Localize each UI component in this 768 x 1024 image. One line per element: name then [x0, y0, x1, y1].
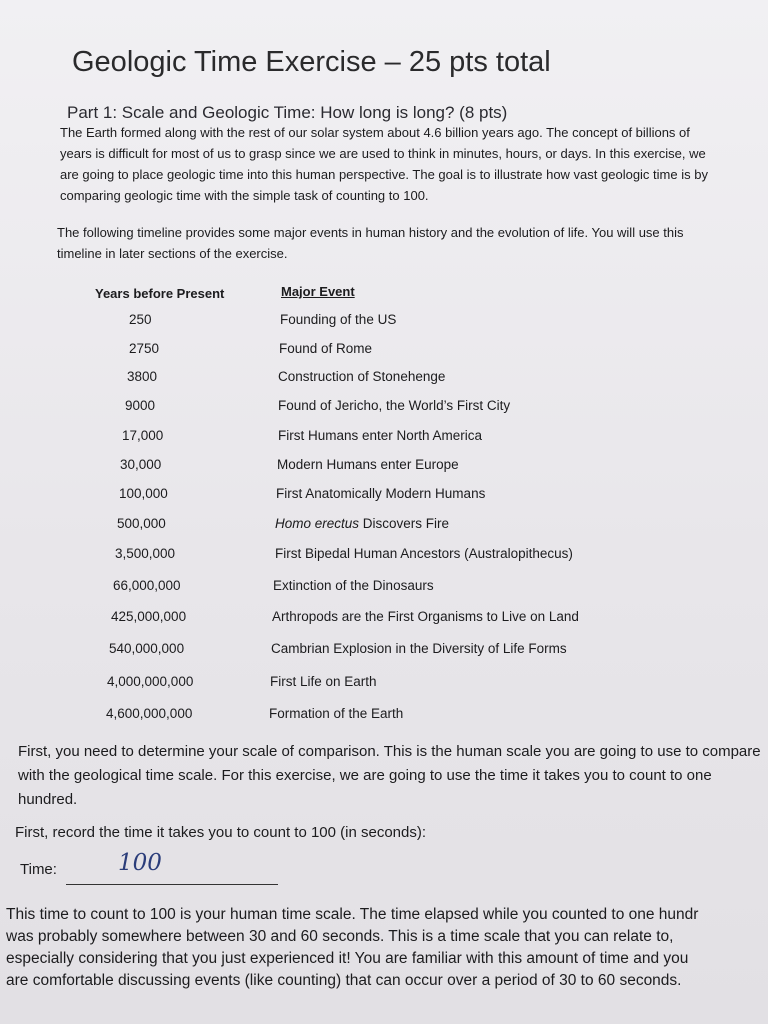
- timeline-years: 3,500,000: [115, 546, 176, 561]
- timeline-row: [0, 341, 768, 363]
- timeline-event: [276, 486, 485, 501]
- timeline-event-text: Found of Jericho, the World’s First City: [278, 398, 511, 413]
- timeline-row: [0, 674, 768, 696]
- timeline-years: 4,600,000,000: [106, 706, 193, 721]
- timeline-years: 30,000: [120, 457, 162, 472]
- timeline-event-text: First Life on Earth: [270, 674, 377, 689]
- timeline-years: 250: [129, 312, 152, 327]
- timeline-years: 425,000,000: [111, 609, 187, 624]
- timeline-row: [0, 609, 768, 631]
- timeline-event-text: Arthropods are the First Organisms to Live on Land: [272, 609, 579, 624]
- scale-paragraph: First, you need to determine your scale of comparison. This is the human scale you are going to use to compare with the geological time scale. For this exercise, we are going to use the time it takes you to count to one hundred.: [18, 743, 761, 808]
- timeline-row: [0, 457, 768, 479]
- timeline-event: [278, 369, 445, 384]
- timeline-event-text: First Bipedal Human Ancestors (Australopithecus): [275, 546, 573, 561]
- timeline-years: 3800: [127, 369, 158, 384]
- timeline-row: [0, 312, 768, 334]
- time-answer-handwritten: 100: [118, 850, 162, 876]
- timeline-event-text: Discovers Fire: [359, 516, 450, 531]
- timeline-event: [273, 578, 434, 593]
- timeline-years: 100,000: [119, 486, 168, 501]
- human-scale-line: was probably somewhere between 30 and 60 seconds. This is a time scale that you can relate to,: [6, 928, 674, 945]
- timeline-row: [0, 578, 768, 600]
- human-scale-line: are comfortable discussing events (like counting) that can occur over a period of 30 to 60 seconds.: [6, 972, 682, 989]
- intro-paragraph: The Earth formed along with the rest of our solar system about 4.6 billion years ago. The concept of billions of years is difficult for most of us to grasp since we are used to think in minutes, hours, or days. In this exercise, we are going to place geologic time into this human perspective. The goal is to illustrate how vast geologic time is by comparing geologic time with the simple task of counting to 100.: [60, 125, 708, 203]
- timeline-event: [278, 398, 510, 413]
- timeline-event-text: Construction of Stonehenge: [278, 369, 446, 384]
- timeline-row: [0, 428, 768, 450]
- timeline-event: [275, 546, 573, 561]
- timeline-event: [275, 516, 449, 531]
- timeline-row: [0, 486, 768, 508]
- timeline-event: [277, 457, 459, 472]
- page-title: Geologic Time Exercise – 25 pts total: [72, 46, 551, 78]
- time-answer-line[interactable]: [66, 884, 278, 885]
- timeline-event-text: Formation of the Earth: [269, 706, 404, 721]
- timeline-event: [271, 641, 567, 656]
- timeline-row: [0, 516, 768, 538]
- timeline-years: 17,000: [122, 428, 164, 443]
- timeline-event-text: Cambrian Explosion in the Diversity of Life Forms: [271, 641, 567, 656]
- timeline-intro: The following timeline provides some major events in human history and the evolution of life. You will use this timeline in later sections of the exercise.: [57, 225, 684, 261]
- timeline-row: [0, 369, 768, 391]
- timeline-event: [280, 312, 396, 327]
- part1-heading: Part 1: Scale and Geologic Time: How long is long? (8 pts): [67, 103, 508, 122]
- human-scale-line: This time to count to 100 is your human time scale. The time elapsed while you counted to one hundr: [6, 906, 699, 923]
- human-scale-line: especially considering that you just experienced it! You are familiar with this amount of time and you: [6, 950, 689, 967]
- time-label: Time:: [20, 861, 57, 878]
- timeline-event-text: First Anatomically Modern Humans: [276, 486, 486, 501]
- timeline-event: [278, 428, 482, 443]
- timeline-event-text: Extinction of the Dinosaurs: [273, 578, 434, 593]
- timeline-event-text: Found of Rome: [279, 341, 373, 356]
- record-prompt: First, record the time it takes you to count to 100 (in seconds):: [15, 824, 427, 841]
- timeline-event: [279, 341, 372, 356]
- timeline-years: 9000: [125, 398, 156, 413]
- timeline-years: 4,000,000,000: [107, 674, 194, 689]
- timeline-event: [270, 674, 377, 689]
- timeline-event-text: First Humans enter North America: [278, 428, 483, 443]
- timeline-event: [269, 706, 403, 721]
- timeline-years: 66,000,000: [113, 578, 181, 593]
- timeline-event-text: Modern Humans enter Europe: [277, 457, 459, 472]
- human-scale-paragraph: [6, 904, 768, 992]
- timeline-years: 2750: [129, 341, 160, 356]
- timeline-row: [0, 641, 768, 663]
- timeline-header-event: Major Event: [281, 284, 355, 299]
- timeline-row: [0, 546, 768, 568]
- timeline-event-text: Founding of the US: [280, 312, 397, 327]
- timeline-header-years: Years before Present: [95, 286, 225, 301]
- timeline-event-species: Homo erectus: [275, 516, 360, 531]
- timeline-row: [0, 398, 768, 420]
- timeline-row: [0, 706, 768, 728]
- timeline-event: [272, 609, 579, 624]
- timeline-years: 540,000,000: [109, 641, 185, 656]
- timeline-years: 500,000: [117, 516, 166, 531]
